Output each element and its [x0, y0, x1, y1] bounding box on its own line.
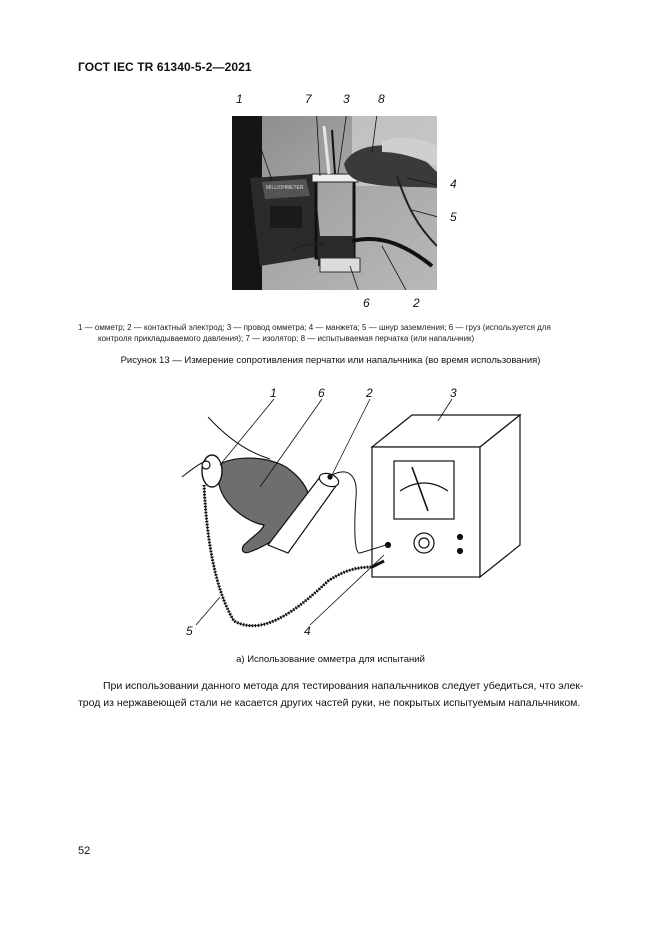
drawing-label-6: 6: [318, 386, 325, 400]
page-number: 52: [78, 845, 91, 857]
meter-box-front: [372, 447, 480, 577]
body-line-1: При использовании данного метода для тестирования напальчников следует убедиться, что элек-: [103, 680, 584, 692]
meter-terminal-1: [458, 535, 463, 540]
wrist-cuff: [202, 455, 222, 487]
document-header: ГОСТ IEC TR 61340-5-2—2021: [78, 60, 252, 74]
photo-label-7: 7: [305, 92, 312, 106]
figure-legend: [78, 322, 614, 344]
body-paragraph: [78, 678, 612, 712]
meter-terminal-2: [458, 549, 463, 554]
meter-text: MILLIOHMETER: [266, 185, 304, 191]
drawing-label-5: 5: [186, 624, 193, 638]
photo-label-6: 6: [363, 296, 370, 310]
ohmmeter-test-drawing: [160, 385, 540, 640]
photo-label-3: 3: [343, 92, 350, 106]
body-line-2: трод из нержавеющей стали не касается других частей руки, не покрытых испытуемым напальчником.: [78, 697, 581, 709]
photo-resistance-measurement: [232, 116, 437, 290]
drawing-label-1: 1: [270, 386, 277, 400]
sub-figure-caption: а) Использование омметра для испытаний: [236, 654, 425, 665]
meter-input-terminal: [386, 543, 391, 548]
photo-label-4: 4: [450, 177, 457, 191]
drawing-label-3: 3: [450, 386, 457, 400]
legend-line-1: 1 — омметр; 2 — контактный электрод; 3 — провод омметра; 4 — манжета; 5 — шнур заземления; 6 — груз (используется для: [78, 323, 551, 332]
legend-line-2: контроля прикладываемого давления); 7 — изолятор; 8 — испытываемая перчатка (или напальчник): [98, 334, 475, 343]
drawing-label-2: 2: [366, 386, 373, 400]
photo-label-2: 2: [413, 296, 420, 310]
drawing-label-4: 4: [304, 624, 311, 638]
photo-label-8: 8: [378, 92, 385, 106]
photo-label-5: 5: [450, 210, 457, 224]
figure-caption: Рисунок 13 — Измерение сопротивления перчатки или напальчника (во время использования): [120, 355, 541, 366]
photo-label-1: 1: [236, 92, 243, 106]
